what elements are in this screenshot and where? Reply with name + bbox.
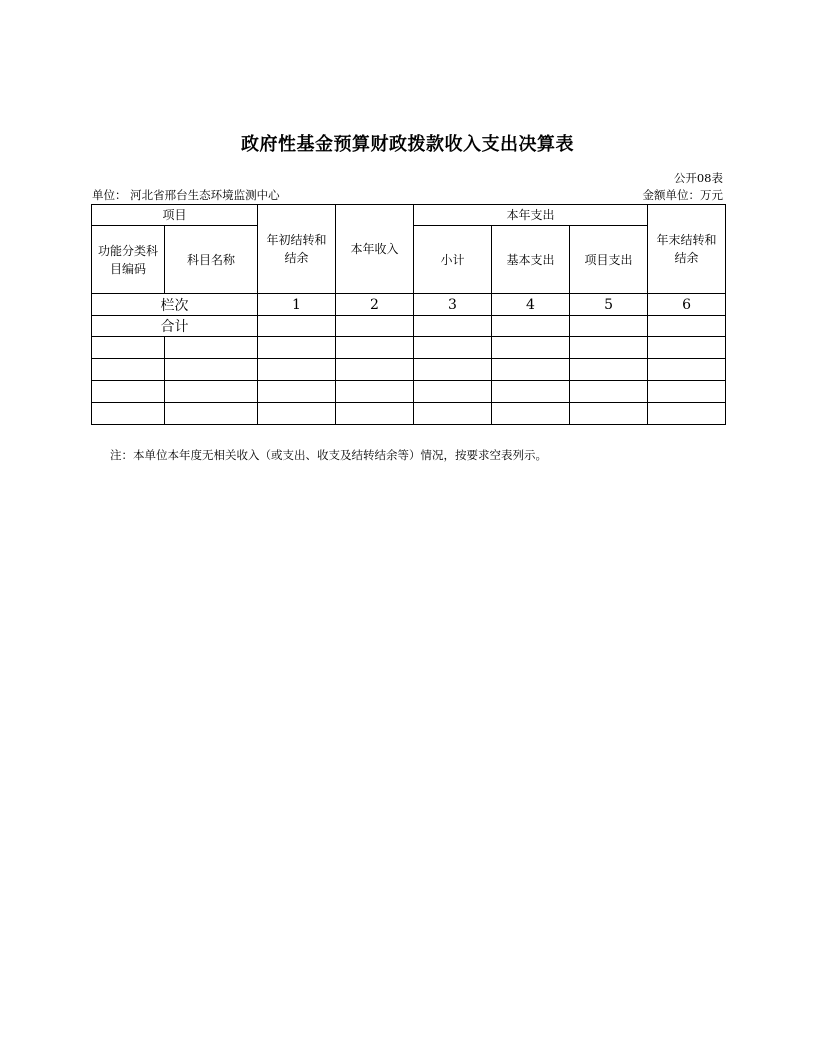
header-begin-balance: 年初结转和结余: [258, 205, 336, 294]
header-subject-name: 科目名称: [165, 226, 258, 294]
header-expense: 本年支出: [414, 205, 648, 226]
table-cell: [570, 316, 648, 337]
amount-unit: 金额单位：万元: [642, 188, 723, 202]
header-end-balance: 年末结转和结余: [648, 205, 726, 294]
total-label: 合计: [92, 316, 258, 337]
header-item: 项目: [92, 205, 258, 226]
table-cell: [336, 316, 414, 337]
header-project: 项目支出: [570, 226, 648, 294]
table-cell: [258, 316, 336, 337]
page-title: 政府性基金预算财政拨款收入支出决算表: [241, 134, 574, 155]
col-number: 2: [336, 294, 414, 316]
budget-table: [91, 204, 726, 425]
col-number: 6: [648, 294, 726, 316]
unit-label: 单位： 河北省邢台生态环境监测中心: [92, 188, 280, 202]
header-func-code: 功能分类科目编码: [92, 226, 165, 294]
table-row: [92, 403, 726, 425]
table-row: [92, 381, 726, 403]
col-number: 5: [570, 294, 648, 316]
form-number: 公开08表: [673, 171, 723, 185]
table-cell: [414, 316, 492, 337]
table-row: [92, 337, 726, 359]
table-cell: [492, 316, 570, 337]
footnote: 注：本单位本年度无相关收入（或支出、收支及结转结余等）情况，按要求空表列示。: [110, 448, 547, 462]
header-basic: 基本支出: [492, 226, 570, 294]
table-row: [92, 359, 726, 381]
table-cell: [648, 316, 726, 337]
col-number: 3: [414, 294, 492, 316]
col-number: 4: [492, 294, 570, 316]
header-subtotal: 小计: [414, 226, 492, 294]
row-index-label: 栏次: [92, 294, 258, 316]
header-income: 本年收入: [336, 205, 414, 294]
col-number: 1: [258, 294, 336, 316]
